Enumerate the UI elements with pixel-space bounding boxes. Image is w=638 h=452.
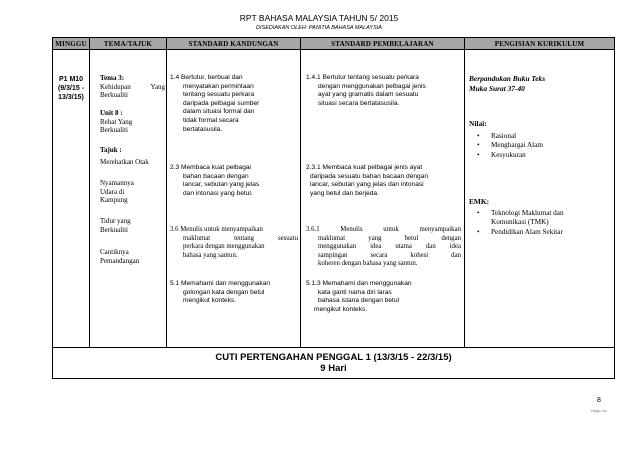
sp-block [306,280,462,314]
sk-block [170,280,298,306]
sk-line: bahasa yang santun. [183,251,238,259]
berpandukan-block [469,74,613,93]
kandungan-cell [167,50,301,348]
sk-line: tidak formal secara [183,116,239,124]
berpandukan-line: Muka Surat 37-40 [469,83,525,93]
emk-item-line: • Pendidikan Alam Sekitar [491,227,563,236]
sp-block [306,74,462,108]
sp-line: sampingan secara kohesi dan [318,251,461,259]
sp-line: 5.1.3 Memahami dan menggunakan [306,280,412,287]
document-title: RPT BAHASA MALAYSIA TAHUN 5/ 2015 [239,13,399,23]
table-header-row [53,38,615,50]
page-number: 8 [597,397,601,404]
nilai-item: • Kesyukuran [469,151,613,161]
tema-cell [90,50,167,348]
col-header-tema: TEMA/TAJUK [90,38,167,50]
sk-line: bertatasusila. [183,125,223,133]
sp-line: 3.6.1 Menulis untuk menyampaikan [306,226,461,233]
emk-label: EMK: [469,197,490,206]
nilai-item: • Rasional [469,132,613,142]
tema-line: Kehidupan Yang [100,82,165,91]
unit-label: Unit 8 : [100,109,123,117]
sk-block [170,164,298,198]
minggu-line: P1 M10 [58,76,84,83]
tajuk-item: Nyamannya [100,179,134,187]
sk-line: perkara dengan menggunakan [183,243,265,251]
holiday-title: CUTI PERTENGAHAN PENGGAL 1 (13/3/15 - 22/3/15) [215,352,452,363]
emk-item [469,228,613,238]
tajuk-item: Cantiknya [100,248,129,256]
nilai-block [469,119,613,160]
sp-line: maklumat yang betul dengan [318,234,461,242]
tajuk-label: Tajuk : [100,146,122,154]
sp-line: yang betul dan berjeda. [310,189,379,197]
sk-line: dalam situasi formal dan [183,108,255,116]
sk-line: tentang sesuatu perkara [183,91,255,99]
sp-line: bahasa istana dengan betul [318,297,400,305]
berpandukan-line: Berpandukan Buku Teks [469,74,546,83]
sk-block [170,226,298,260]
sp-line: koheren dengan bahasa yang santun. [318,260,418,268]
sp-line: daripada sesuatu bahan bacaan dengan [310,172,429,180]
nilai-label: Nilai: [469,119,487,128]
tajuk-item: Kampung [100,196,128,205]
sp-line: dengan menggunakan pelbagai jenis [318,82,426,90]
sp-block [306,226,461,269]
sp-line: kata ganti nama diri laras [318,288,392,296]
sp-line: mengikut konteks. [314,305,368,313]
document-subtitle: DISEDIAKAN OLEH: PANITIA BAHASA MALAYSIA [256,25,382,31]
tajuk-item: Tidur yang [100,217,131,225]
tajuk-item: Udara di [100,187,125,196]
emk-item-line: Komunikasi (TMK) [491,218,549,226]
col-header-pembelajaran: STANDARD PEMBELAJARAN [301,38,465,50]
sp-block [306,164,462,198]
credit-text: cikgu.ms [591,408,607,413]
sp-line: 2.3.1 Membaca kuat pelbagai jenis ayat [306,164,423,171]
tema-line: Berkualiti [100,91,128,100]
table-row [53,50,615,348]
sk-line: maklumat tentang sesuatu [183,234,298,242]
unit-line: Rehat Yang [100,117,133,126]
holiday-cell [53,348,615,379]
col-header-pengisian: PENGISIAN KURIKULUM [465,38,615,50]
emk-item [469,209,613,228]
sk-line: bahan bacaan dengan [183,172,249,180]
minggu-line: (9/3/15 - [57,85,85,92]
holiday-duration: 9 Hari [320,363,347,374]
rpt-table [52,37,615,379]
sp-line: 1.4.1 Bertutur tentang sesuatu perkara [306,74,419,81]
sk-line: dan intonasi yang betul. [183,189,253,197]
sk-line: 5.1 Memahami dan menggunakan [170,280,271,287]
tajuk-line: Merehatkan Otak [100,157,149,166]
nilai-item: • Menghargai Alam [469,141,613,151]
pengisian-cell [465,50,615,348]
col-header-kandungan: STANDARD KANDUNGAN [167,38,301,50]
sp-line: situasi secara bertatasusila. [318,99,400,107]
holiday-row [53,348,615,379]
minggu-cell [53,50,90,348]
sk-line: mengikut konteks. [183,297,237,305]
tajuk-item: Berkualiti [100,225,128,234]
sk-line: 3.6 Menulis untuk menyampaikan [170,226,263,233]
minggu-line: 13/3/15) [58,94,84,101]
sk-block [170,74,298,134]
sp-line: lancar, sebutan yang jelas dan intonasi [310,181,424,189]
sk-line: lancar, sebutan yang jelas [183,181,260,189]
sp-line: menggunakan idea utama dan idea [318,243,461,251]
emk-item-line: • Teknologi Maklumat dan [491,208,564,217]
tema-label: Tema 3: [100,74,125,82]
emk-block [469,197,613,237]
sp-line: ayat yang gramatis dalam sesuatu [318,91,419,99]
unit-line: Berkualiti [100,126,128,135]
tajuk-item: Pemandangan [100,256,140,265]
sk-line: 2.3 Membaca kuat pelbagai [170,164,252,171]
sk-line: menyatakan permintaan [183,82,254,90]
sk-line: 1.4 Bertutur, berbual dan [170,74,243,81]
col-header-minggu: MINGGU [53,38,90,50]
sk-line: daripada pelbagai sumber [183,99,260,107]
pembelajaran-cell [301,50,465,348]
sk-line: golongan kata dengan betul [183,288,265,296]
